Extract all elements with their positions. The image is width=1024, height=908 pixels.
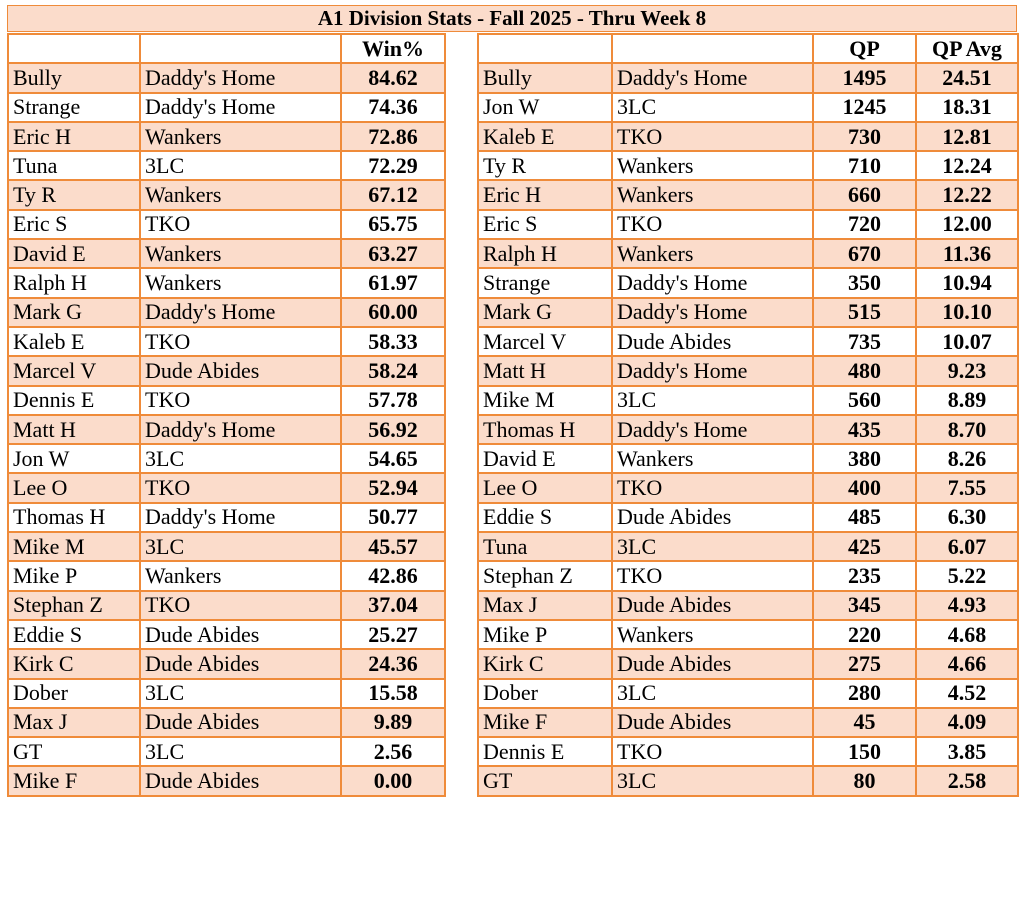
- team-cell: TKO: [612, 473, 813, 502]
- player-cell: David E: [8, 239, 140, 268]
- qp-avg-cell: 9.23: [916, 356, 1018, 385]
- win-percent-cell: 57.78: [341, 386, 445, 415]
- table-row: [478, 532, 1018, 561]
- win-percent-cell: 84.62: [341, 63, 445, 92]
- player-cell: Mike M: [8, 532, 140, 561]
- player-cell: David E: [478, 444, 612, 473]
- qp-cell: 710: [813, 151, 916, 180]
- qp-avg-cell: 12.24: [916, 151, 1018, 180]
- table-row: [8, 63, 445, 92]
- player-cell: Max J: [8, 708, 140, 737]
- table-row: [478, 180, 1018, 209]
- team-cell: Dude Abides: [612, 649, 813, 678]
- player-cell: Strange: [478, 268, 612, 297]
- qp-avg-cell: 4.09: [916, 708, 1018, 737]
- table-row: [8, 649, 445, 678]
- table-row: [478, 63, 1018, 92]
- player-cell: Thomas H: [478, 415, 612, 444]
- player-cell: Eric S: [478, 210, 612, 239]
- team-cell: Daddy's Home: [612, 268, 813, 297]
- qp-avg-cell: 8.89: [916, 386, 1018, 415]
- table-row: [478, 298, 1018, 327]
- qp-header-row: [478, 34, 1018, 63]
- team-cell: TKO: [140, 327, 341, 356]
- win-percent-cell: 9.89: [341, 708, 445, 737]
- team-cell: Wankers: [140, 239, 341, 268]
- table-row: [478, 561, 1018, 590]
- player-cell: Matt H: [8, 415, 140, 444]
- header-team: [612, 34, 813, 63]
- qp-avg-cell: 5.22: [916, 561, 1018, 590]
- player-cell: Kaleb E: [8, 327, 140, 356]
- table-row: [8, 766, 445, 795]
- win-percent-cell: 25.27: [341, 620, 445, 649]
- team-cell: Daddy's Home: [612, 356, 813, 385]
- player-cell: Mike M: [478, 386, 612, 415]
- header-qp-avg: QP Avg: [916, 34, 1018, 63]
- player-cell: Mike P: [8, 561, 140, 590]
- table-row: [8, 737, 445, 766]
- player-cell: Tuna: [478, 532, 612, 561]
- table-row: [478, 239, 1018, 268]
- win-percent-cell: 45.57: [341, 532, 445, 561]
- table-row: [478, 473, 1018, 502]
- table-row: [478, 210, 1018, 239]
- win-percent-cell: 58.33: [341, 327, 445, 356]
- page-title: A1 Division Stats - Fall 2025 - Thru Week 8: [7, 5, 1017, 32]
- qp-avg-cell: 11.36: [916, 239, 1018, 268]
- team-cell: 3LC: [140, 151, 341, 180]
- table-row: [478, 679, 1018, 708]
- team-cell: TKO: [140, 210, 341, 239]
- team-cell: 3LC: [612, 386, 813, 415]
- player-cell: Strange: [8, 93, 140, 122]
- team-cell: Dude Abides: [612, 591, 813, 620]
- team-cell: 3LC: [612, 766, 813, 795]
- qp-cell: 435: [813, 415, 916, 444]
- team-cell: Daddy's Home: [612, 63, 813, 92]
- player-cell: Dober: [8, 679, 140, 708]
- win-percent-cell: 67.12: [341, 180, 445, 209]
- qp-avg-cell: 4.52: [916, 679, 1018, 708]
- player-cell: Eric H: [8, 122, 140, 151]
- table-row: [8, 679, 445, 708]
- player-cell: Dennis E: [8, 386, 140, 415]
- team-cell: TKO: [140, 473, 341, 502]
- team-cell: Daddy's Home: [612, 298, 813, 327]
- player-cell: Jon W: [478, 93, 612, 122]
- player-cell: Mike F: [478, 708, 612, 737]
- team-cell: TKO: [140, 591, 341, 620]
- qp-cell: 400: [813, 473, 916, 502]
- player-cell: Ty R: [478, 151, 612, 180]
- player-cell: Ralph H: [478, 239, 612, 268]
- team-cell: Daddy's Home: [612, 415, 813, 444]
- team-cell: TKO: [612, 561, 813, 590]
- qp-avg-cell: 8.70: [916, 415, 1018, 444]
- qp-cell: 660: [813, 180, 916, 209]
- qp-cell: 1495: [813, 63, 916, 92]
- qp-cell: 280: [813, 679, 916, 708]
- qp-avg-cell: 12.00: [916, 210, 1018, 239]
- table-row: [478, 327, 1018, 356]
- win-percent-cell: 72.29: [341, 151, 445, 180]
- qp-cell: 1245: [813, 93, 916, 122]
- table-row: [8, 327, 445, 356]
- team-cell: Wankers: [140, 561, 341, 590]
- team-cell: Daddy's Home: [140, 63, 341, 92]
- win-percent-cell: 42.86: [341, 561, 445, 590]
- win-percent-cell: 65.75: [341, 210, 445, 239]
- table-row: [8, 93, 445, 122]
- team-cell: 3LC: [612, 532, 813, 561]
- table-row: [8, 386, 445, 415]
- qp-avg-cell: 10.07: [916, 327, 1018, 356]
- qp-table: [477, 33, 1019, 797]
- team-cell: Dude Abides: [140, 649, 341, 678]
- qp-cell: 150: [813, 737, 916, 766]
- team-cell: Daddy's Home: [140, 415, 341, 444]
- qp-cell: 235: [813, 561, 916, 590]
- team-cell: 3LC: [612, 679, 813, 708]
- qp-cell: 560: [813, 386, 916, 415]
- team-cell: Wankers: [140, 268, 341, 297]
- win-percent-cell: 2.56: [341, 737, 445, 766]
- player-cell: Ty R: [8, 180, 140, 209]
- team-cell: Dude Abides: [140, 766, 341, 795]
- win-percent-cell: 24.36: [341, 649, 445, 678]
- team-cell: Wankers: [612, 151, 813, 180]
- team-cell: 3LC: [140, 532, 341, 561]
- table-row: [8, 591, 445, 620]
- table-row: [478, 503, 1018, 532]
- table-row: [478, 444, 1018, 473]
- player-cell: Eddie S: [478, 503, 612, 532]
- table-row: [8, 708, 445, 737]
- table-row: [8, 415, 445, 444]
- team-cell: TKO: [612, 210, 813, 239]
- table-row: [8, 298, 445, 327]
- player-cell: Dennis E: [478, 737, 612, 766]
- player-cell: Max J: [478, 591, 612, 620]
- team-cell: Dude Abides: [612, 503, 813, 532]
- player-cell: Kaleb E: [478, 122, 612, 151]
- win-percent-cell: 60.00: [341, 298, 445, 327]
- table-row: [478, 356, 1018, 385]
- team-cell: Daddy's Home: [140, 503, 341, 532]
- qp-cell: 80: [813, 766, 916, 795]
- qp-avg-cell: 2.58: [916, 766, 1018, 795]
- player-cell: Lee O: [8, 473, 140, 502]
- team-cell: Dude Abides: [140, 708, 341, 737]
- win-percent-cell: 61.97: [341, 268, 445, 297]
- qp-cell: 670: [813, 239, 916, 268]
- table-row: [8, 532, 445, 561]
- player-cell: Ralph H: [8, 268, 140, 297]
- table-row: [478, 151, 1018, 180]
- player-cell: Tuna: [8, 151, 140, 180]
- win-percent-cell: 15.58: [341, 679, 445, 708]
- qp-cell: 730: [813, 122, 916, 151]
- win-percent-cell: 37.04: [341, 591, 445, 620]
- team-cell: Dude Abides: [140, 356, 341, 385]
- qp-cell: 345: [813, 591, 916, 620]
- team-cell: Daddy's Home: [140, 93, 341, 122]
- table-row: [8, 561, 445, 590]
- player-cell: Mike F: [8, 766, 140, 795]
- team-cell: Daddy's Home: [140, 298, 341, 327]
- table-row: [8, 151, 445, 180]
- table-row: [8, 620, 445, 649]
- player-cell: Kirk C: [478, 649, 612, 678]
- player-cell: GT: [8, 737, 140, 766]
- header-win-percent: Win%: [341, 34, 445, 63]
- player-cell: Eddie S: [8, 620, 140, 649]
- win-percent-cell: 56.92: [341, 415, 445, 444]
- qp-cell: 275: [813, 649, 916, 678]
- qp-cell: 735: [813, 327, 916, 356]
- win-percent-cell: 74.36: [341, 93, 445, 122]
- player-cell: Eric S: [8, 210, 140, 239]
- header-player: [8, 34, 140, 63]
- team-cell: TKO: [612, 122, 813, 151]
- team-cell: Dude Abides: [612, 708, 813, 737]
- qp-cell: 380: [813, 444, 916, 473]
- player-cell: Matt H: [478, 356, 612, 385]
- table-row: [8, 210, 445, 239]
- player-cell: Bully: [478, 63, 612, 92]
- team-cell: 3LC: [612, 93, 813, 122]
- table-row: [8, 122, 445, 151]
- win-percent-cell: 58.24: [341, 356, 445, 385]
- team-cell: Wankers: [612, 180, 813, 209]
- win-percent-cell: 54.65: [341, 444, 445, 473]
- player-cell: Eric H: [478, 180, 612, 209]
- qp-avg-cell: 10.94: [916, 268, 1018, 297]
- qp-cell: 485: [813, 503, 916, 532]
- table-row: [8, 180, 445, 209]
- player-cell: Jon W: [8, 444, 140, 473]
- team-cell: Dude Abides: [612, 327, 813, 356]
- team-cell: Wankers: [612, 239, 813, 268]
- qp-avg-cell: 4.68: [916, 620, 1018, 649]
- qp-cell: 480: [813, 356, 916, 385]
- qp-avg-cell: 4.66: [916, 649, 1018, 678]
- table-row: [478, 415, 1018, 444]
- player-cell: Thomas H: [8, 503, 140, 532]
- player-cell: Dober: [478, 679, 612, 708]
- team-cell: Dude Abides: [140, 620, 341, 649]
- table-row: [478, 386, 1018, 415]
- table-row: [478, 766, 1018, 795]
- qp-cell: 720: [813, 210, 916, 239]
- qp-avg-cell: 12.22: [916, 180, 1018, 209]
- qp-avg-cell: 12.81: [916, 122, 1018, 151]
- team-cell: Wankers: [140, 180, 341, 209]
- table-row: [8, 444, 445, 473]
- player-cell: Lee O: [478, 473, 612, 502]
- header-qp: QP: [813, 34, 916, 63]
- win-percent-cell: 63.27: [341, 239, 445, 268]
- player-cell: Marcel V: [478, 327, 612, 356]
- header-team: [140, 34, 341, 63]
- player-cell: Mike P: [478, 620, 612, 649]
- qp-cell: 515: [813, 298, 916, 327]
- qp-avg-cell: 10.10: [916, 298, 1018, 327]
- team-cell: Wankers: [612, 620, 813, 649]
- qp-avg-cell: 24.51: [916, 63, 1018, 92]
- qp-avg-cell: 18.31: [916, 93, 1018, 122]
- player-cell: Mark G: [478, 298, 612, 327]
- qp-avg-cell: 7.55: [916, 473, 1018, 502]
- table-row: [8, 503, 445, 532]
- player-cell: Bully: [8, 63, 140, 92]
- table-row: [478, 122, 1018, 151]
- player-cell: Stephan Z: [8, 591, 140, 620]
- win-percent-header-row: [8, 34, 445, 63]
- win-percent-cell: 0.00: [341, 766, 445, 795]
- qp-cell: 350: [813, 268, 916, 297]
- qp-avg-cell: 6.07: [916, 532, 1018, 561]
- win-percent-table: [7, 33, 446, 797]
- table-row: [8, 268, 445, 297]
- table-row: [8, 473, 445, 502]
- team-cell: 3LC: [140, 679, 341, 708]
- team-cell: TKO: [612, 737, 813, 766]
- table-row: [478, 591, 1018, 620]
- qp-cell: 45: [813, 708, 916, 737]
- table-row: [478, 708, 1018, 737]
- player-cell: Kirk C: [8, 649, 140, 678]
- table-row: [478, 268, 1018, 297]
- team-cell: 3LC: [140, 737, 341, 766]
- table-row: [8, 239, 445, 268]
- player-cell: GT: [478, 766, 612, 795]
- table-row: [478, 620, 1018, 649]
- table-row: [478, 93, 1018, 122]
- win-percent-cell: 52.94: [341, 473, 445, 502]
- table-row: [478, 649, 1018, 678]
- team-cell: Wankers: [612, 444, 813, 473]
- win-percent-cell: 72.86: [341, 122, 445, 151]
- team-cell: TKO: [140, 386, 341, 415]
- table-row: [8, 356, 445, 385]
- table-row: [478, 737, 1018, 766]
- qp-avg-cell: 3.85: [916, 737, 1018, 766]
- qp-avg-cell: 8.26: [916, 444, 1018, 473]
- win-percent-cell: 50.77: [341, 503, 445, 532]
- team-cell: 3LC: [140, 444, 341, 473]
- player-cell: Marcel V: [8, 356, 140, 385]
- qp-cell: 220: [813, 620, 916, 649]
- header-player: [478, 34, 612, 63]
- team-cell: Wankers: [140, 122, 341, 151]
- qp-cell: 425: [813, 532, 916, 561]
- qp-avg-cell: 6.30: [916, 503, 1018, 532]
- qp-avg-cell: 4.93: [916, 591, 1018, 620]
- player-cell: Mark G: [8, 298, 140, 327]
- player-cell: Stephan Z: [478, 561, 612, 590]
